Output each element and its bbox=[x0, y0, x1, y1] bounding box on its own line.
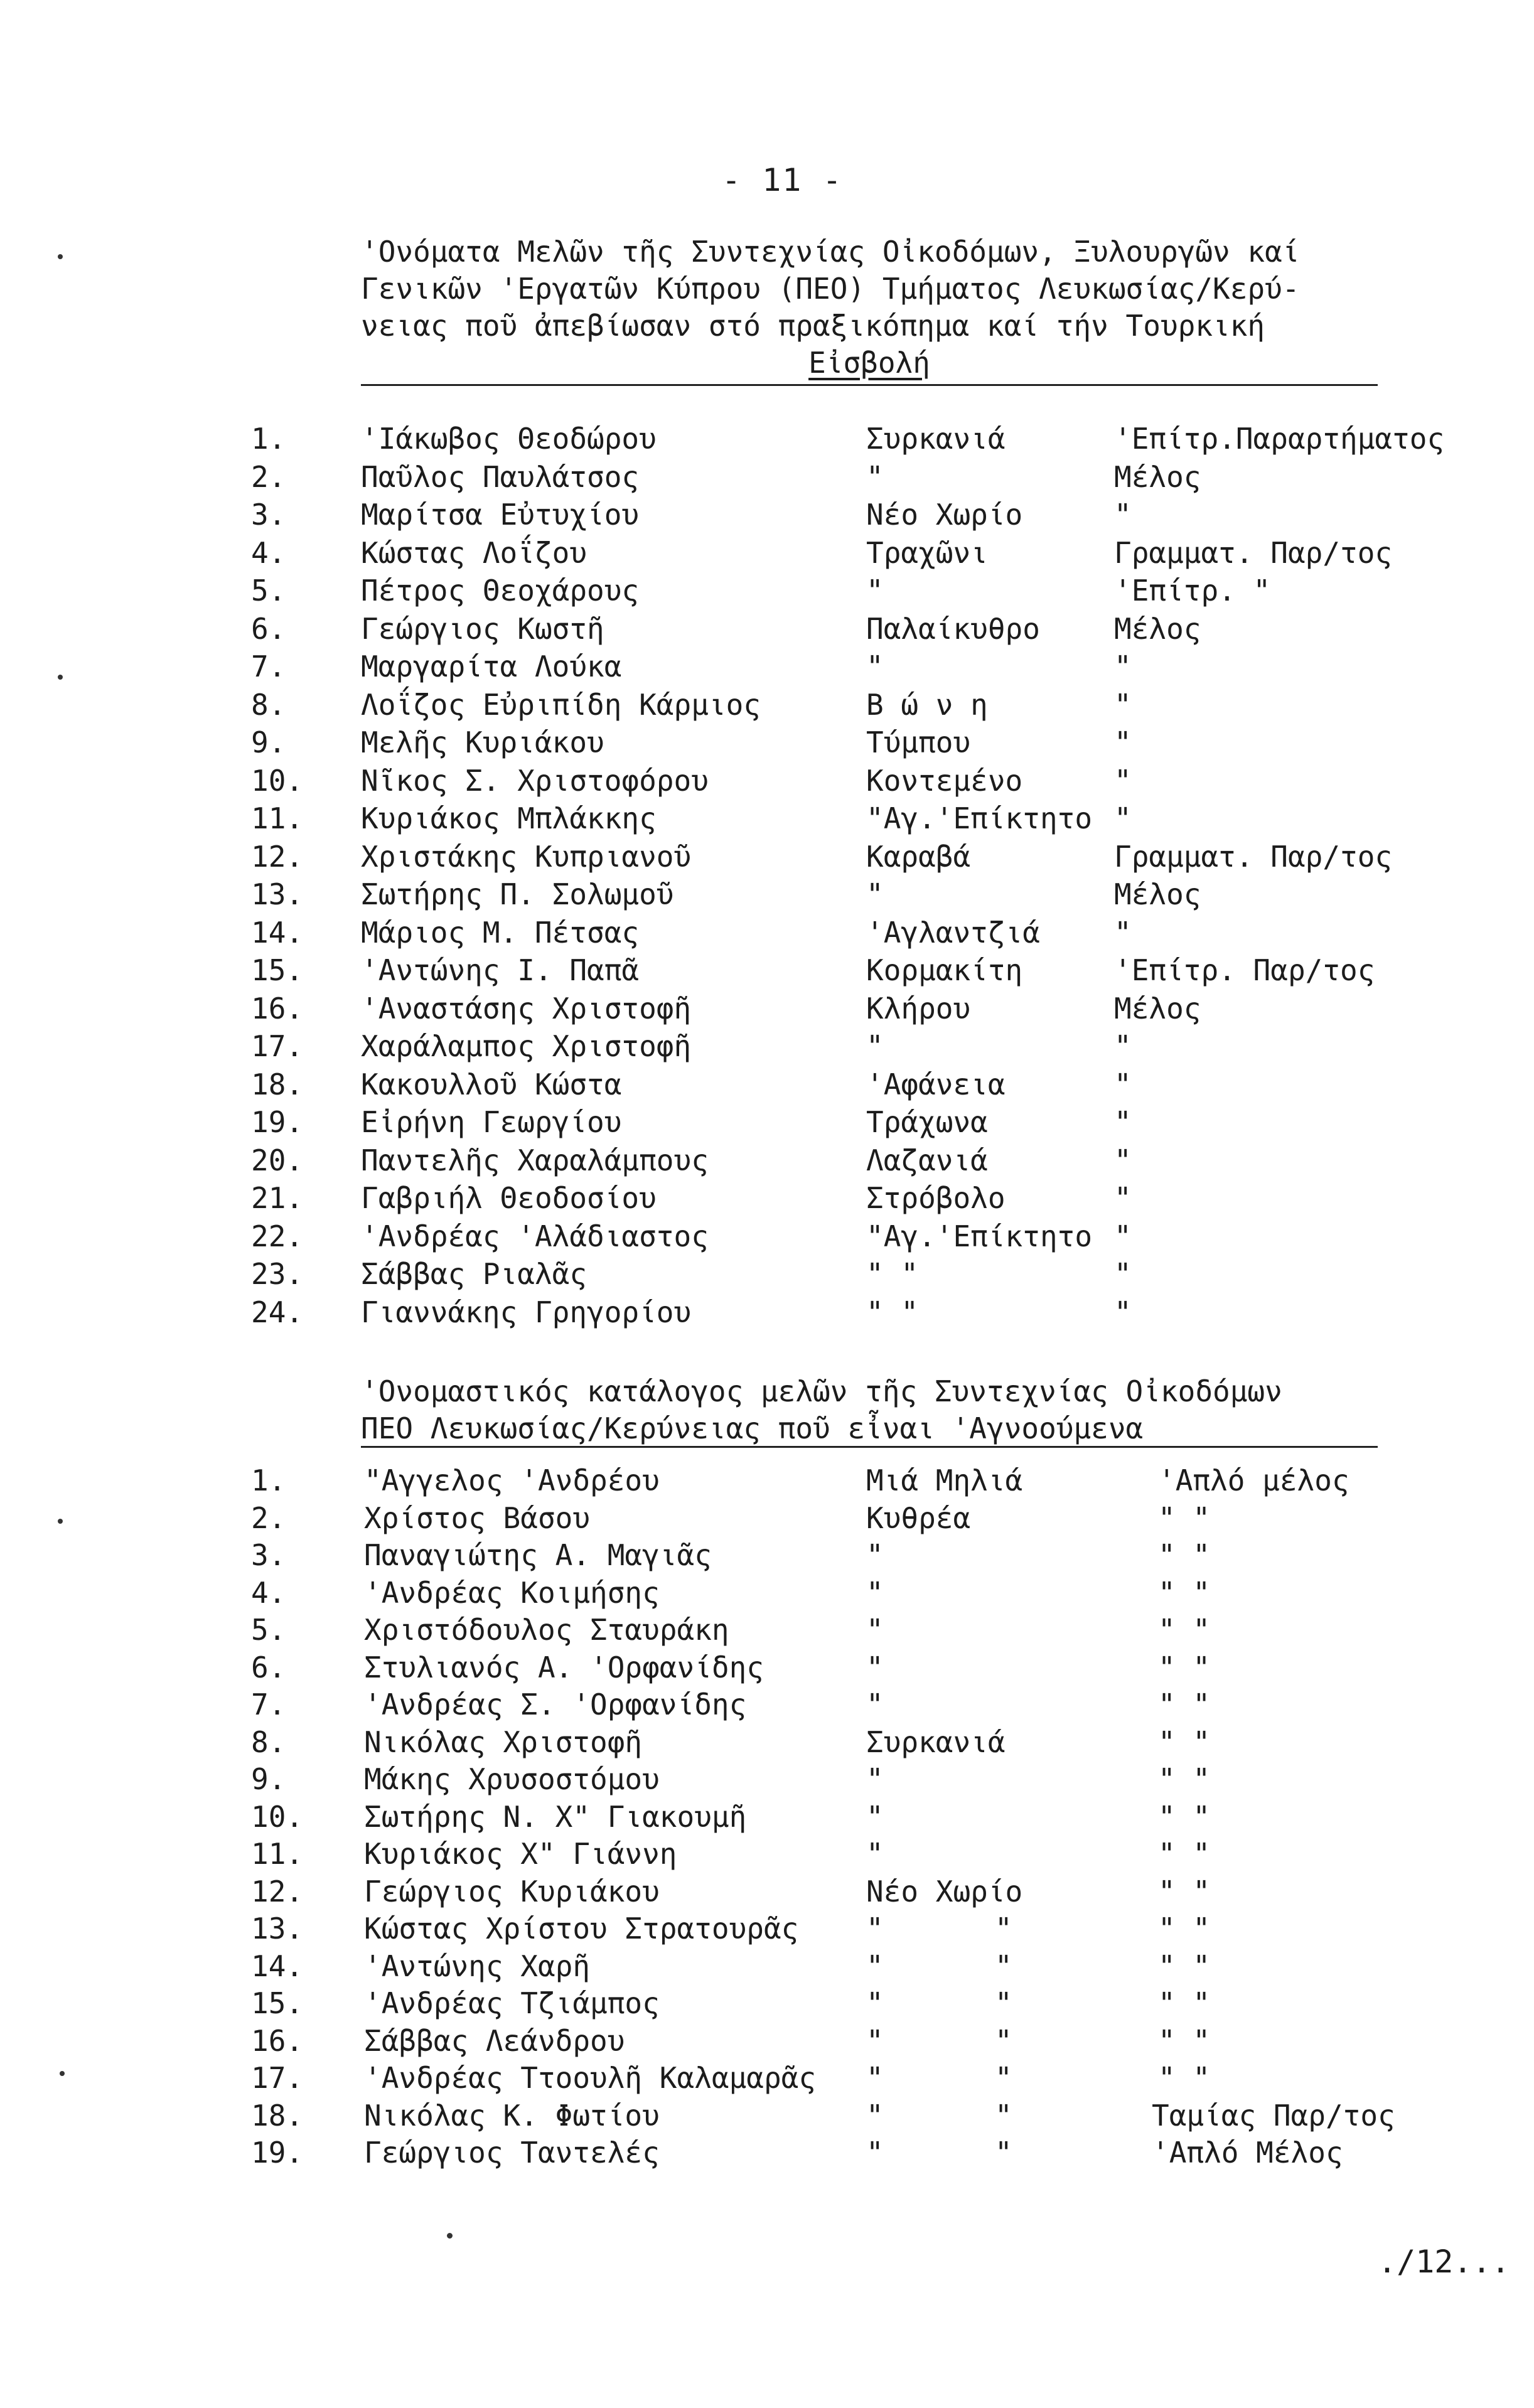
row-number: 11. bbox=[251, 801, 304, 835]
member-village: " bbox=[866, 1762, 884, 1796]
member-role: " " bbox=[1158, 1949, 1211, 1983]
member-role: " bbox=[1114, 1029, 1132, 1063]
list-row bbox=[251, 801, 1475, 840]
list-row bbox=[251, 1068, 1475, 1106]
member-role: " bbox=[1114, 763, 1132, 798]
list-row bbox=[251, 1949, 1475, 1987]
row-number: 7. bbox=[251, 1688, 286, 1721]
member-name: Χριστάκης Κυπριανοῦ bbox=[361, 839, 692, 874]
member-role: 'Επίτρ. " bbox=[1114, 574, 1271, 607]
row-number: 24. bbox=[251, 1295, 304, 1329]
row-number: 22. bbox=[251, 1219, 304, 1253]
member-name: Νῖκος Σ. Χριστοφόρου bbox=[361, 763, 709, 798]
list-row bbox=[251, 1613, 1475, 1651]
row-number: 23. bbox=[251, 1257, 304, 1291]
list-row bbox=[251, 612, 1475, 650]
member-name: 'Αντώνης Ι. Παπᾶ bbox=[361, 953, 640, 987]
member-role: Γραμματ. Παρ/τος bbox=[1114, 535, 1393, 570]
member-village: " bbox=[866, 1538, 884, 1572]
section1-heading bbox=[361, 233, 1378, 382]
member-name: Γεώργιος Κωστῆ bbox=[361, 611, 604, 646]
member-village-ditto: " bbox=[995, 1986, 1012, 2020]
member-name: Μελῆς Κυριάκου bbox=[361, 725, 604, 759]
member-role: " " bbox=[1158, 1799, 1211, 1834]
member-village-ditto: " bbox=[995, 1912, 1012, 1945]
row-number: 5. bbox=[251, 574, 286, 607]
member-village: Νέο Χωρίο bbox=[866, 498, 1023, 532]
scan-speck bbox=[58, 254, 63, 259]
list-row bbox=[251, 1257, 1475, 1295]
section2-heading-line: 'Ονομαστικός κατάλογος μελῶν τῆς Συντεχνίας Οἰκοδόμων bbox=[361, 1374, 1282, 1408]
member-role: " " bbox=[1158, 1650, 1211, 1684]
list-row bbox=[251, 1464, 1475, 1501]
row-number: 13. bbox=[251, 1912, 304, 1945]
row-number: 6. bbox=[251, 611, 286, 646]
member-name: Παῦλος Παυλάτσος bbox=[361, 459, 640, 494]
member-role: Μέλος bbox=[1114, 877, 1201, 911]
member-village: Συρκανιά bbox=[866, 422, 1006, 456]
list-row bbox=[251, 422, 1475, 460]
list-row bbox=[251, 536, 1475, 574]
member-village: Λαζανιά bbox=[866, 1143, 988, 1177]
member-role: " bbox=[1114, 725, 1132, 759]
list-row bbox=[251, 1875, 1475, 1912]
member-village: " bbox=[866, 1575, 884, 1610]
member-role: Ταμίας Παρ/τος bbox=[1152, 2098, 1395, 2132]
row-number: 20. bbox=[251, 1143, 304, 1177]
member-village: " bbox=[866, 1799, 884, 1834]
section1-heading-line: νειας ποῦ ἀπεβίωσαν στό πραξικόπημα καί τήν Τουρκική bbox=[361, 309, 1265, 343]
row-number: 2. bbox=[251, 459, 286, 494]
member-role: " bbox=[1114, 650, 1132, 683]
row-number: 1. bbox=[251, 1464, 286, 1497]
list-row bbox=[251, 1143, 1475, 1182]
row-number: 19. bbox=[251, 2136, 304, 2170]
row-number: 18. bbox=[251, 2098, 304, 2132]
row-number: 21. bbox=[251, 1181, 304, 1215]
member-name: Γιαννάκης Γρηγορίου bbox=[361, 1295, 692, 1329]
list-row bbox=[251, 1725, 1475, 1763]
member-role: " " bbox=[1158, 1538, 1211, 1572]
member-role: " " bbox=[1158, 1762, 1211, 1796]
row-number: 12. bbox=[251, 839, 304, 874]
member-village: " bbox=[866, 1986, 884, 2020]
member-name: Μάριος Μ. Πέτσας bbox=[361, 915, 640, 950]
list-row bbox=[251, 1501, 1475, 1539]
member-village: " bbox=[866, 2061, 884, 2095]
member-role: " bbox=[1114, 1143, 1132, 1177]
member-village: 'Αγλαντζιά bbox=[866, 915, 1040, 950]
member-role: Μέλος bbox=[1114, 459, 1201, 494]
member-role: " " bbox=[1158, 2023, 1211, 2058]
member-role: Μέλος bbox=[1114, 611, 1201, 646]
member-village: Νέο Χωρίο bbox=[866, 1874, 1023, 1908]
member-village: Κυθρέα bbox=[866, 1501, 971, 1535]
member-village: " bbox=[866, 1688, 884, 1721]
member-village: 'Αφάνεια bbox=[866, 1067, 1006, 1101]
member-village: " bbox=[866, 1912, 884, 1945]
member-village: Συρκανιά bbox=[866, 1725, 1006, 1759]
row-number: 3. bbox=[251, 1538, 286, 1572]
member-name: Μαρίτσα Εὐτυχίου bbox=[361, 498, 640, 532]
list-row bbox=[251, 1800, 1475, 1838]
member-village: Μιά Μηλιά bbox=[866, 1464, 1023, 1497]
row-number: 9. bbox=[251, 725, 286, 759]
list-row bbox=[251, 1029, 1475, 1068]
member-village: Στρόβολο bbox=[866, 1181, 1006, 1215]
section2-heading bbox=[361, 1373, 1378, 1447]
member-name: "Αγγελος 'Ανδρέου bbox=[364, 1464, 660, 1497]
member-name: Κώστας Λοΐζου bbox=[361, 535, 587, 570]
member-role: " " bbox=[1158, 1874, 1211, 1908]
list-row bbox=[251, 725, 1475, 764]
member-village: Κορμακίτη bbox=[866, 953, 1023, 987]
row-number: 4. bbox=[251, 1575, 286, 1610]
row-number: 15. bbox=[251, 1986, 304, 2020]
member-name: Μάκης Χρυσοστόμου bbox=[364, 1762, 660, 1796]
member-village: Κλήρου bbox=[866, 991, 971, 1025]
member-role: " bbox=[1114, 1181, 1132, 1215]
member-name: 'Ιάκωβος Θεοδώρου bbox=[361, 422, 657, 456]
row-number: 9. bbox=[251, 1762, 286, 1796]
member-village-ditto: " bbox=[995, 2136, 1012, 2170]
member-village: Κοντεμένο bbox=[866, 763, 1023, 798]
member-role: 'Επίτρ.Παραρτήματος bbox=[1114, 422, 1445, 456]
member-name: Κώστας Χρίστου Στρατουρᾶς bbox=[364, 1912, 799, 1945]
member-role: Γραμματ. Παρ/τος bbox=[1114, 839, 1393, 874]
list-row bbox=[251, 992, 1475, 1030]
member-name: 'Ανδρέας Σ. 'Ορφανίδης bbox=[364, 1688, 747, 1721]
member-village: Καραβά bbox=[866, 839, 971, 874]
member-name: 'Ανδρέας Ττοουλῆ Καλαμαρᾶς bbox=[364, 2061, 817, 2095]
member-village: " bbox=[866, 650, 884, 683]
list-row bbox=[251, 877, 1475, 916]
member-village: " bbox=[866, 1650, 884, 1684]
member-village: " " bbox=[866, 1257, 919, 1291]
scan-speck bbox=[58, 675, 63, 680]
member-village: " " bbox=[866, 1295, 919, 1329]
missing-members-list bbox=[251, 1464, 1475, 2173]
list-row bbox=[251, 650, 1475, 688]
member-name: Παναγιώτης Α. Μαγιᾶς bbox=[364, 1538, 712, 1572]
list-row bbox=[251, 1576, 1475, 1613]
row-number: 6. bbox=[251, 1650, 286, 1684]
row-number: 12. bbox=[251, 1874, 304, 1908]
member-village: Τράχωνα bbox=[866, 1105, 988, 1139]
member-role: " " bbox=[1158, 1986, 1211, 2020]
list-row bbox=[251, 916, 1475, 954]
row-number: 17. bbox=[251, 1029, 304, 1063]
member-village: " bbox=[866, 1837, 884, 1871]
member-village-ditto: " bbox=[995, 2098, 1012, 2132]
member-name: Σωτήρης Π. Σολωμοῦ bbox=[361, 877, 674, 911]
continued-marker: ./12... bbox=[1378, 2244, 1510, 2280]
row-number: 17. bbox=[251, 2061, 304, 2095]
member-village: Τραχῶνι bbox=[866, 535, 988, 570]
list-row bbox=[251, 1538, 1475, 1576]
row-number: 14. bbox=[251, 915, 304, 950]
member-role: " " bbox=[1158, 2061, 1211, 2095]
member-role: " bbox=[1114, 498, 1132, 532]
row-number: 13. bbox=[251, 877, 304, 911]
member-village: Παλαίκυθρο bbox=[866, 611, 1040, 646]
scan-speck bbox=[60, 2071, 65, 2076]
member-name: Χρίστος Βάσου bbox=[364, 1501, 591, 1535]
member-role: " " bbox=[1158, 1912, 1211, 1945]
member-name: Πέτρος Θεοχάρους bbox=[361, 574, 640, 607]
member-village: " bbox=[866, 1613, 884, 1647]
list-row bbox=[251, 2099, 1475, 2136]
scan-speck bbox=[58, 1519, 63, 1524]
member-name: Στυλιανός Α. 'Ορφανίδης bbox=[364, 1650, 764, 1684]
member-name: 'Ανδρέας Τζιάμπος bbox=[364, 1986, 660, 2020]
member-village: " bbox=[866, 877, 884, 911]
member-name: Γεώργιος Κυριάκου bbox=[364, 1874, 660, 1908]
member-role: " " bbox=[1158, 1725, 1211, 1759]
row-number: 4. bbox=[251, 535, 286, 570]
member-name: Μαργαρίτα Λούκα bbox=[361, 650, 622, 683]
member-village: "Αγ.'Επίκτητο bbox=[866, 801, 1093, 835]
member-name: Σωτήρης Ν. Χ" Γιακουμῆ bbox=[364, 1799, 747, 1834]
member-village: Β ώ ν η bbox=[866, 687, 988, 722]
row-number: 10. bbox=[251, 763, 304, 798]
member-role: " bbox=[1114, 687, 1132, 722]
list-row bbox=[251, 1762, 1475, 1800]
list-row bbox=[251, 498, 1475, 536]
scan-speck bbox=[447, 2233, 453, 2239]
list-row bbox=[251, 574, 1475, 612]
member-role: " bbox=[1114, 1257, 1132, 1291]
member-role: 'Επίτρ. Παρ/τος bbox=[1114, 953, 1375, 987]
section2-heading-line: ΠΕΟ Λευκωσίας/Κερύνειας ποῦ εἶναι 'Αγνοούμενα bbox=[361, 1411, 1144, 1445]
row-number: 11. bbox=[251, 1837, 304, 1871]
member-name: Νικόλας Χριστοφῆ bbox=[364, 1725, 643, 1759]
member-role: " bbox=[1114, 1219, 1132, 1253]
member-village: " bbox=[866, 1949, 884, 1983]
member-village: " bbox=[866, 1029, 884, 1063]
list-row bbox=[251, 840, 1475, 878]
row-number: 8. bbox=[251, 1725, 286, 1759]
member-role: " " bbox=[1158, 1613, 1211, 1647]
member-name: Γαβριήλ Θεοδοσίου bbox=[361, 1181, 657, 1215]
member-name: Κυριάκος Χ" Γιάννη bbox=[364, 1837, 677, 1871]
member-role: " bbox=[1114, 1067, 1132, 1101]
member-name: Σάββας Ριαλᾶς bbox=[361, 1257, 587, 1291]
member-role: Μέλος bbox=[1114, 991, 1201, 1025]
section1-heading-line: Εἰσβολή bbox=[808, 346, 930, 380]
member-role: " bbox=[1114, 915, 1132, 950]
member-village-ditto: " bbox=[995, 2023, 1012, 2058]
list-row bbox=[251, 1219, 1475, 1258]
member-name: Εἰρήνη Γεωργίου bbox=[361, 1105, 622, 1139]
row-number: 16. bbox=[251, 991, 304, 1025]
section2-rule bbox=[361, 1446, 1378, 1448]
row-number: 5. bbox=[251, 1613, 286, 1647]
member-village: " bbox=[866, 2023, 884, 2058]
member-name: Γεώργιος Ταντελές bbox=[364, 2136, 660, 2170]
member-name: Κυριάκος Μπλάκκης bbox=[361, 801, 657, 835]
list-row bbox=[251, 460, 1475, 498]
row-number: 15. bbox=[251, 953, 304, 987]
member-name: Χριστόδουλος Σταυράκη bbox=[364, 1613, 729, 1647]
row-number: 18. bbox=[251, 1067, 304, 1101]
list-row bbox=[251, 1912, 1475, 1949]
row-number: 3. bbox=[251, 498, 286, 532]
row-number: 10. bbox=[251, 1799, 304, 1834]
member-name: Παντελῆς Χαραλάμπους bbox=[361, 1143, 709, 1177]
member-name: 'Αντώνης Χαρῆ bbox=[364, 1949, 591, 1983]
list-row bbox=[251, 1986, 1475, 2024]
member-village: "Αγ.'Επίκτητο bbox=[866, 1219, 1093, 1253]
member-role: " bbox=[1114, 1105, 1132, 1139]
section1-rule bbox=[361, 384, 1378, 386]
member-role: 'Απλό Μέλος bbox=[1152, 2136, 1343, 2170]
member-village: Τύμπου bbox=[866, 725, 971, 759]
list-row bbox=[251, 1688, 1475, 1725]
member-role: " " bbox=[1158, 1501, 1211, 1535]
page-number: - 11 - bbox=[722, 162, 843, 198]
list-row bbox=[251, 1837, 1475, 1875]
member-village: " bbox=[866, 574, 884, 607]
list-row bbox=[251, 764, 1475, 802]
member-role: " " bbox=[1158, 1688, 1211, 1721]
list-row bbox=[251, 1651, 1475, 1688]
row-number: 1. bbox=[251, 422, 286, 456]
member-village-ditto: " bbox=[995, 1949, 1012, 1983]
row-number: 19. bbox=[251, 1105, 304, 1139]
member-name: 'Ανδρέας 'Αλάδιαστος bbox=[361, 1219, 709, 1253]
row-number: 7. bbox=[251, 650, 286, 683]
section1-heading-line: 'Ονόματα Μελῶν τῆς Συντεχνίας Οἰκοδόμων, Ξυλουργῶν καί bbox=[361, 235, 1300, 269]
member-name: Νικόλας Κ. Φωτίου bbox=[364, 2098, 660, 2132]
member-role: " bbox=[1114, 801, 1132, 835]
list-row bbox=[251, 688, 1475, 726]
member-name: 'Ανδρέας Κοιμήσης bbox=[364, 1575, 660, 1610]
row-number: 14. bbox=[251, 1949, 304, 1983]
list-row bbox=[251, 2024, 1475, 2062]
list-row bbox=[251, 953, 1475, 992]
member-role: " " bbox=[1158, 1837, 1211, 1871]
list-row bbox=[251, 2061, 1475, 2099]
member-role: " " bbox=[1158, 1575, 1211, 1610]
member-name: Σάββας Λεάνδρου bbox=[364, 2023, 625, 2058]
section1-heading-line: Γενικῶν 'Εργατῶν Κύπρου (ΠΕΟ) Τμήματος Λευκωσίας/Κερύ- bbox=[361, 272, 1300, 306]
member-village: " bbox=[866, 459, 884, 494]
list-row bbox=[251, 1105, 1475, 1143]
member-name: Κακουλλοῦ Κώστα bbox=[361, 1067, 622, 1101]
member-name: Λοΐζος Εὐριπίδη Κάρμιος bbox=[361, 687, 761, 722]
list-row bbox=[251, 1181, 1475, 1219]
row-number: 16. bbox=[251, 2023, 304, 2058]
deceased-members-list bbox=[251, 422, 1475, 1333]
member-role: " bbox=[1114, 1295, 1132, 1329]
list-row bbox=[251, 1295, 1475, 1334]
list-row bbox=[251, 2136, 1475, 2173]
row-number: 2. bbox=[251, 1501, 286, 1535]
member-village-ditto: " bbox=[995, 2061, 1012, 2095]
member-name: 'Αναστάσης Χριστοφῆ bbox=[361, 991, 692, 1025]
member-village: " bbox=[866, 2098, 884, 2132]
row-number: 8. bbox=[251, 687, 286, 722]
member-village: " bbox=[866, 2136, 884, 2170]
member-role: 'Απλό μέλος bbox=[1158, 1464, 1349, 1497]
member-name: Χαράλαμπος Χριστοφῆ bbox=[361, 1029, 692, 1063]
